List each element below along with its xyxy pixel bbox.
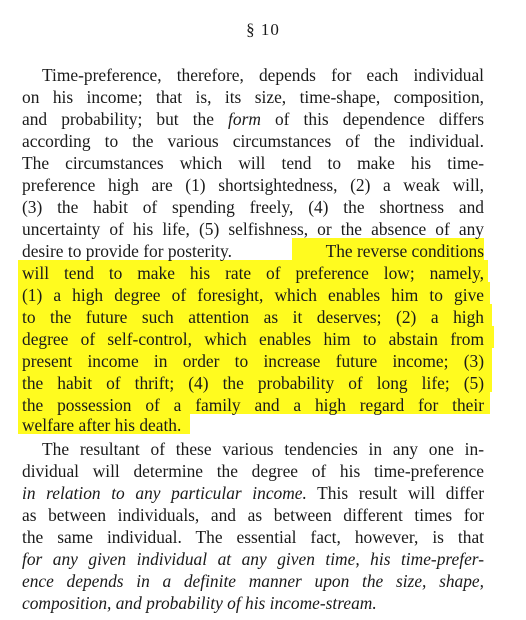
italic-emphasis: in relation to any particular income. (22, 483, 307, 503)
text-line: the same individual. The essential fact, however, is that (22, 527, 484, 547)
section-heading: § 10 (246, 20, 280, 39)
text-line (22, 482, 484, 504)
highlighted-text: to the future such attention as it deserves; (2) a high (22, 307, 484, 327)
highlighted-text: degree of self-control, which enables him to abstain from (22, 329, 484, 349)
text-fragment: and probability; but the (22, 109, 229, 129)
text-line: The resultant of these various tendencies in any one in- (42, 439, 484, 459)
italic-text-line: ence depends in a definite manner upon the size, shape, (22, 571, 484, 591)
text-line: The circumstances which will tend to make his time- (22, 153, 484, 173)
text-fragment: of this dependence differs (260, 109, 484, 129)
text-line: on his income; that is, its size, time-shape, composition, (22, 87, 484, 107)
highlighted-text: (1) a high degree of foresight, which enables him to give (22, 285, 484, 305)
italic-text-line: for any given individual at any given time, his time-prefer- (22, 549, 484, 569)
italic-text-line: composition, and probability of his income-stream. (22, 593, 377, 613)
text-line: according to the various circumstances of the individual. (22, 131, 484, 151)
highlighted-text: the habit of thrift; (4) the probability of long life; (5) (22, 373, 484, 393)
text-line: Time-preference, therefore, depends for each individual (42, 65, 484, 85)
highlighted-text: will tend to make his rate of preference low; namely, (22, 263, 484, 283)
text-line: uncertainty of his life, (5) selfishness, or the absence of any (22, 219, 484, 239)
text-line: dividual will determine the degree of his time-preference (22, 461, 484, 481)
highlighted-text: present income in order to increase future income; (3) (22, 351, 484, 371)
highlighted-text: The reverse conditions (325, 241, 484, 261)
italic-emphasis: form (228, 109, 261, 129)
text-line (22, 108, 484, 130)
highlighted-text: welfare after his death. (22, 415, 182, 435)
text-line: (3) the habit of spending freely, (4) the shortness and (22, 197, 484, 217)
text-line: as between individuals, and as between different times for (22, 505, 484, 525)
text-line: preference high are (1) shortsightedness, (2) a weak will, (22, 175, 484, 195)
text-line: desire to provide for posterity. (22, 241, 232, 261)
text-fragment: This result will differ (306, 483, 484, 503)
highlighted-text: the possession of a family and a high regard for their (22, 395, 484, 415)
